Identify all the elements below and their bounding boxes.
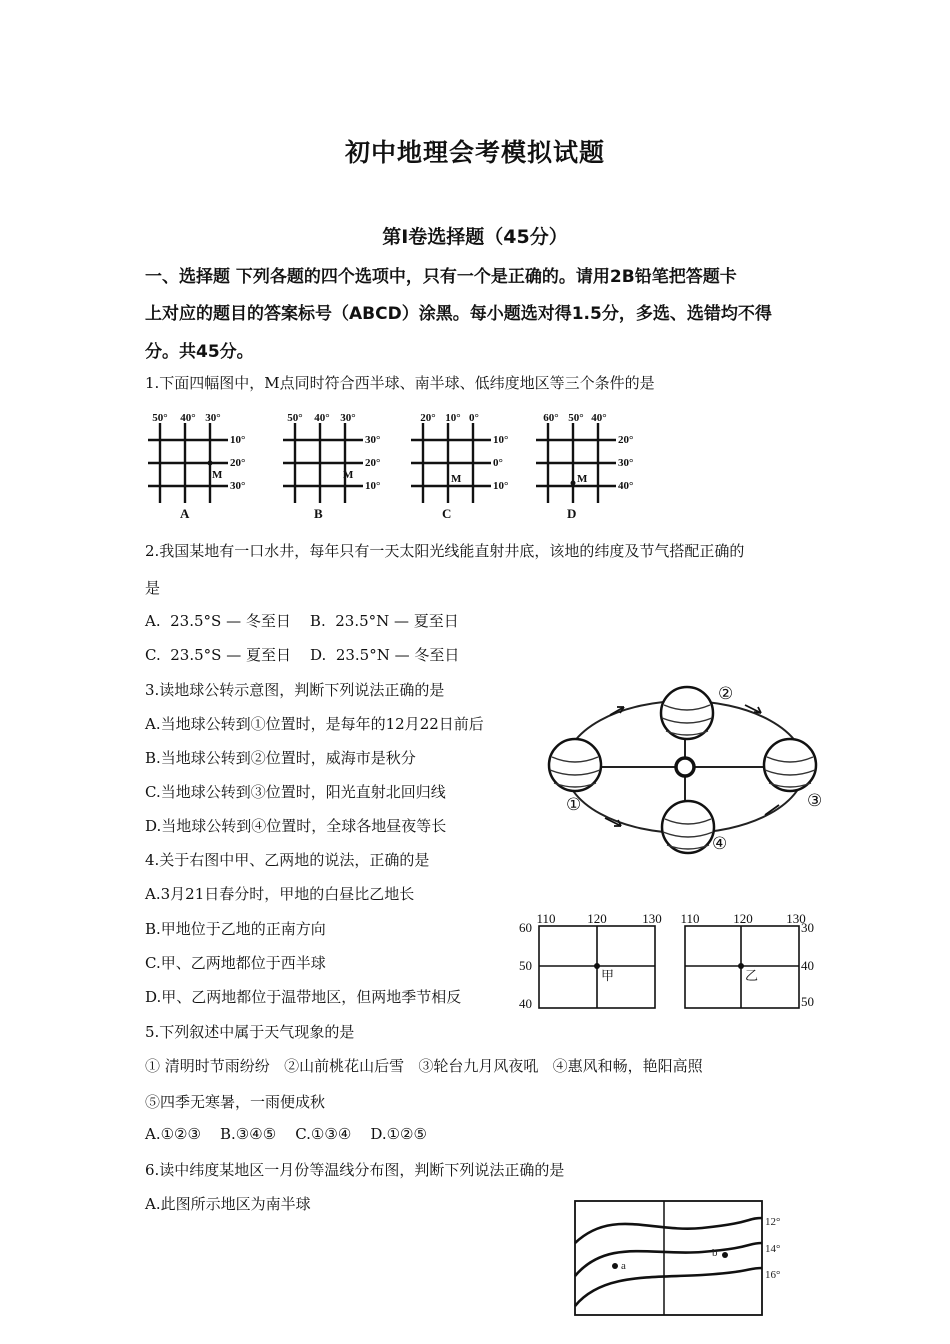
q3-option-b: B.当地球公转到②位置时，威海市是秋分 <box>145 749 416 767</box>
q4-map2-top-2: 120 <box>733 911 753 926</box>
q1-b-top-2: 40° <box>314 412 330 424</box>
q4-maps-figure <box>515 908 820 1012</box>
intro-line-1: 一、选择题 下列各题的四个选项中，只有一个是正确的。请用2B铅笔把答题卡 <box>145 267 737 287</box>
q1-a-right-2: 20° <box>230 457 246 469</box>
q4-map1-top-3: 130 <box>642 911 662 926</box>
q1-b-label: B <box>314 506 323 521</box>
q1-d-right-1: 20° <box>618 434 634 446</box>
q1-a-right-1: 10° <box>230 434 246 446</box>
q1-d-top-1: 60° <box>543 412 559 424</box>
q1-a-top-1: 50° <box>152 412 168 424</box>
q5-stem: 5.下列叙述中属于天气现象的是 <box>145 1023 355 1041</box>
q6-iso-16: 16° <box>765 1269 781 1281</box>
q1-a-top-2: 40° <box>180 412 196 424</box>
q3-option-d: D.当地球公转到④位置时，全球各地昼夜等长 <box>145 817 447 835</box>
q3-orbit-figure <box>540 675 840 860</box>
q3-stem: 3.读地球公转示意图，判断下列说法正确的是 <box>145 681 445 699</box>
q4-map2-right-1: 30 <box>801 920 814 935</box>
q4-option-b: B.甲地位于乙地的正南方向 <box>145 920 326 938</box>
q5-options: A.①②③ B.③④⑤ C.①③④ D.①②⑤ <box>145 1125 427 1143</box>
q1-c-label: C <box>442 506 452 521</box>
q4-map2-top-1: 110 <box>680 911 700 926</box>
q4-stem: 4.关于右图中甲、乙两地的说法，正确的是 <box>145 851 430 869</box>
q4-option-d: D.甲、乙两地都位于温带地区，但两地季节相反 <box>145 988 462 1006</box>
q1-b-point: M <box>343 469 354 481</box>
q3-option-c: C.当地球公转到③位置时，阳光直射北回归线 <box>145 783 446 801</box>
q4-map2-right-2: 40 <box>801 958 814 973</box>
q1-d-right-3: 40° <box>618 480 634 492</box>
q2-stem-1: 2.我国某地有一口水井，每年只有一天太阳光线能直射井底，该地的纬度及节气搭配正确的 <box>145 542 745 560</box>
q2-options-row-1: A. 23.5°S — 冬至日 B. 23.5°N — 夏至日 <box>145 612 459 630</box>
q1-d-point: M <box>577 473 588 485</box>
q4-option-a: A.3月21日春分时，甲地的白昼比乙地长 <box>145 885 415 903</box>
q6-stem: 6.读中纬度某地区一月份等温线分布图，判断下列说法正确的是 <box>145 1161 565 1179</box>
q1-b-top-1: 50° <box>287 412 303 424</box>
q1-a-right-3: 30° <box>230 480 246 492</box>
q4-map2-right-3: 50 <box>801 994 814 1009</box>
q1-d-top-2: 50° <box>568 412 584 424</box>
q4-map1-left-3: 40 <box>519 996 532 1011</box>
q2-stem-2: 是 <box>145 579 161 597</box>
q1-a-top-3: 30° <box>205 412 221 424</box>
q6-option-a: A.此图所示地区为南半球 <box>145 1195 311 1213</box>
q4-map2-top-3: 130 <box>786 911 806 926</box>
q5-items-row-1: ① 清明时节雨纷纷 ②山前桃花山后雪 ③轮台九月风夜吼 ④惠风和畅，艳阳高照 <box>145 1057 703 1075</box>
section-title: 第Ⅰ卷选择题（45分） <box>382 226 568 248</box>
q1-b-right-1: 30° <box>365 434 381 446</box>
q4-map1-left-1: 60 <box>519 920 532 935</box>
q1-b-top-3: 30° <box>340 412 356 424</box>
q1-c-right-2: 0° <box>493 457 503 469</box>
q1-c-top-3: 0° <box>469 412 479 424</box>
q1-b-right-2: 20° <box>365 457 381 469</box>
q6-iso-12: 12° <box>765 1216 781 1228</box>
q4-map1-point: 甲 <box>601 968 615 983</box>
q4-map1-top-1: 110 <box>536 911 556 926</box>
q1-c-right-3: 10° <box>493 480 509 492</box>
q3-label-2: ② <box>718 684 734 703</box>
q1-d-label: D <box>567 506 577 521</box>
q6-point-b: b <box>712 1247 718 1259</box>
q1-b-right-3: 10° <box>365 480 381 492</box>
q6-point-a: a <box>621 1260 626 1272</box>
q3-label-3: ③ <box>807 791 823 810</box>
q1-c-top-2: 10° <box>445 412 461 424</box>
q1-a-label: A <box>180 506 190 521</box>
q1-grid-figures <box>140 408 660 523</box>
q1-d-top-3: 40° <box>591 412 607 424</box>
q1-stem: 1.下面四幅图中，M点同时符合西半球、南半球、低纬度地区等三个条件的是 <box>145 374 655 392</box>
q1-d-right-2: 30° <box>618 457 634 469</box>
q4-option-c: C.甲、乙两地都位于西半球 <box>145 954 326 972</box>
q3-option-a: A.当地球公转到①位置时，是每年的12月22日前后 <box>145 715 484 733</box>
intro-line-2: 上对应的题目的答案标号（ABCD）涂黑。每小题选对得1.5分，多选、选错均不得 <box>145 304 772 324</box>
q6-isotherm-figure <box>572 1198 802 1318</box>
q5-items-row-2: ⑤四季无寒暑，一雨便成秋 <box>145 1093 326 1111</box>
q3-label-4: ④ <box>712 834 728 853</box>
q2-options-row-2: C. 23.5°S — 夏至日 D. 23.5°N — 冬至日 <box>145 646 460 664</box>
q6-iso-14: 14° <box>765 1243 781 1255</box>
q1-a-point: M <box>212 469 223 481</box>
q4-map2-point: 乙 <box>745 968 759 983</box>
q1-c-top-1: 20° <box>420 412 436 424</box>
q4-map1-top-2: 120 <box>587 911 607 926</box>
page-title: 初中地理会考模拟试题 <box>344 138 605 167</box>
q3-label-1: ① <box>566 795 582 814</box>
q1-c-point: M <box>451 473 462 485</box>
q4-map1-left-2: 50 <box>519 958 532 973</box>
q1-c-right-1: 10° <box>493 434 509 446</box>
intro-line-3: 分。共45分。 <box>145 342 254 362</box>
